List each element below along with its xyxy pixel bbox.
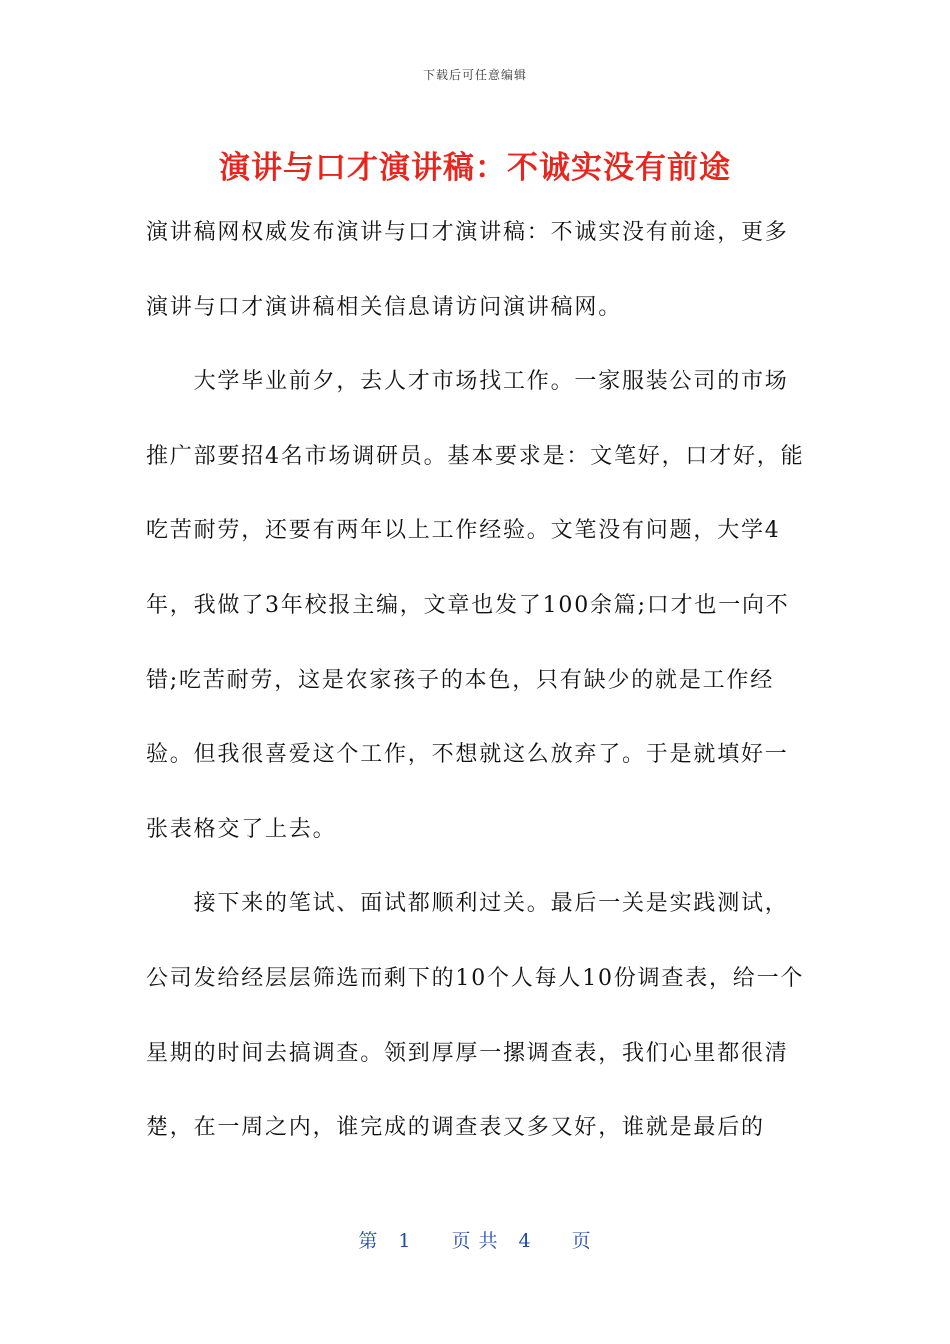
- header-note: 下载后可任意编辑: [422, 68, 527, 82]
- document-body: [146, 196, 806, 1166]
- page-number-footer: 第 1 页 共 4 页: [358, 1230, 592, 1252]
- paragraph-job-search: 大学毕业前夕，去人才市场找工作。一家服装公司的市场推广部要招4名市场调研员。基本要求是：文笔好，口才好，能吃苦耐劳，还要有两年以上工作经验。文笔没有问题，大学4年，我做了3年校报主编，文章也发了100余篇;口才也一向不错;吃苦耐劳，这是农家孩子的本色，只有缺少的就是工作经验。但我很喜爱这个工作，不想就这么放弃了。于是就填好一张表格交了上去。: [146, 369, 805, 842]
- paragraph-test: 接下来的笔试、面试都顺利过关。最后一关是实践测试，公司发给经层层筛选而剩下的10个人每人10份调查表，给一个星期的时间去搞调查。领到厚厚一摞调查表，我们心里都很清楚，在一周之内，谁完成的调查表又多又好，谁就是最后的: [146, 891, 805, 1141]
- paragraph-intro: 演讲稿网权威发布演讲与口才演讲稿：不诚实没有前途，更多演讲与口才演讲稿相关信息请访问演讲稿网。: [146, 220, 789, 320]
- document-title: 演讲与口才演讲稿：不诚实没有前途: [219, 150, 731, 186]
